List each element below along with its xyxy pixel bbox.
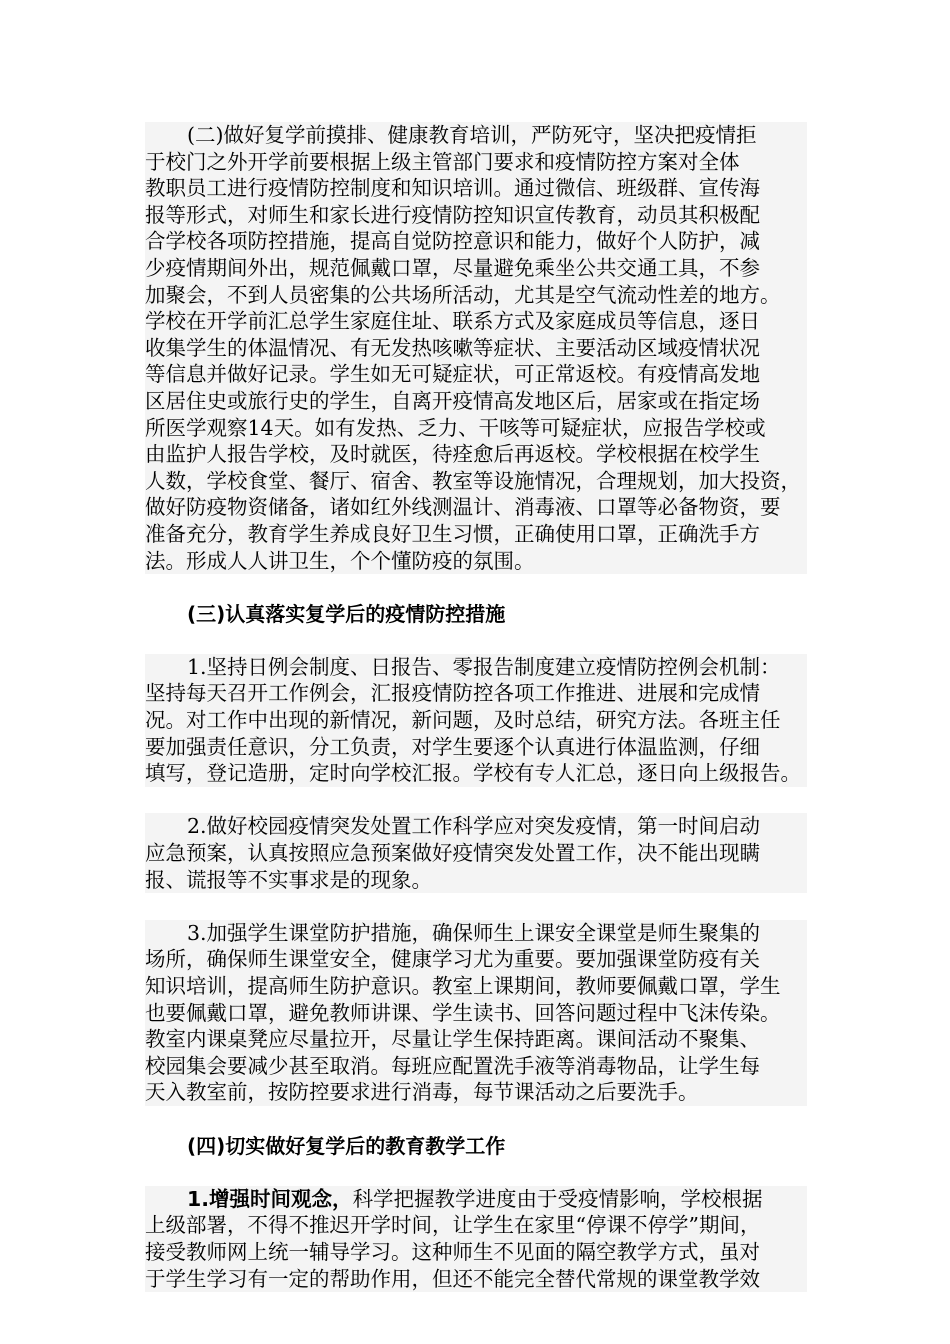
paragraph-3-2-emergency: 2.做好校园疫情突发处置工作科学应对突发疫情，第一时间启动 应急预案，认真按照应急预案做好疫情突发处置工作，决不能出现瞒 报、谎报等不实事求是的现象。: [145, 813, 807, 893]
section-heading-3: (三)认真落实复学后的疫情防控措施: [145, 601, 807, 628]
paragraph-spacer: [145, 1106, 807, 1133]
paragraph-spacer: [145, 627, 807, 654]
section-heading-4: (四)切实做好复学后的教育教学工作: [145, 1133, 807, 1160]
paragraph-body: 科学把握教学进度由于受疫情影响，学校根据 上级部署，不得不推迟开学时间，让学生在家里“停课不停学”期间， 接受教师网上统一辅导学习。这种师生不见面的隔空教学方式，虽对 于学生学习有一定的帮助作用，但还不能完全替代常规的课堂教学效: [145, 1186, 763, 1291]
paragraph-4-1-time: [145, 1186, 807, 1292]
paragraph-3-3-classroom: 3.加强学生课堂防护措施，确保师生上课安全课堂是师生聚集的 场所，确保师生课堂安全，健康学习尤为重要。要加强课堂防疫有关 知识培训，提高师生防护意识。教室上课期间，教师要佩戴口罩，学生 也要佩戴口罩，避免教师讲课、学生读书、回答问题过程中飞沫传染。 教室内课桌凳应尽量拉开，尽量让学生保持距离。课间活动不聚集、 校园集会要减少甚至取消。每班应配置洗手液等消毒物品，让学生每 天入教室前，按防控要求进行消毒，每节课活动之后要洗手。: [145, 920, 807, 1106]
paragraph-spacer: [145, 893, 807, 920]
document-body: [145, 122, 807, 1292]
paragraph-lead-bold: 1.增强时间观念，: [187, 1186, 353, 1211]
paragraph-spacer: [145, 574, 807, 601]
paragraph-spacer: [145, 787, 807, 814]
paragraph-3-1-daily-meeting: 1.坚持日例会制度、日报告、零报告制度建立疫情防控例会机制： 坚持每天召开工作例会，汇报疫情防控各项工作推进、进展和完成情 况。对工作中出现的新情况，新问题，及时总结，研究方法。各班主任 要加强责任意识，分工负责，对学生要逐个认真进行体温监测，仔细 填写，登记造册，定时向学校汇报。学校有专人汇总，逐日向上级报告。: [145, 654, 807, 787]
paragraph-spacer: [145, 1159, 807, 1186]
paragraph-2-preparation: (二)做好复学前摸排、健康教育培训，严防死守，坚决把疫情拒 于校门之外开学前要根据上级主管部门要求和疫情防控方案对全体 教职员工进行疫情防控制度和知识培训。通过微信、班级群、宣传海 报等形式，对师生和家长进行疫情防控知识宣传教育，动员其积极配 合学校各项防控措施，提高自觉防控意识和能力，做好个人防护，减 少疫情期间外出，规范佩戴口罩，尽量避免乘坐公共交通工具，不参 加聚会，不到人员密集的公共场所活动，尤其是空气流动性差的地方。 学校在开学前汇总学生家庭住址、联系方式及家庭成员等信息，逐日 收集学生的体温情况、有无发热咳嗽等症状、主要活动区域疫情状况 等信息并做好记录。学生如无可疑症状，可正常返校。有疫情高发地 区居住史或旅行史的学生，自离开疫情高发地区后，居家或在指定场 所医学观察14天。如有发热、乏力、干咳等可疑症状，应报告学校或 由监护人报告学校，及时就医，待痊愈后再返校。学校根据在校学生 人数，学校食堂、餐厅、宿舍、教室等设施情况，合理规划，加大投资， 做好防疫物资储备，诸如红外线测温计、消毒液、口罩等必备物资，要 准备充分，教育学生养成良好卫生习惯，正确使用口罩，正确洗手方 法。形成人人讲卫生，个个懂防疫的氛围。: [145, 122, 807, 574]
